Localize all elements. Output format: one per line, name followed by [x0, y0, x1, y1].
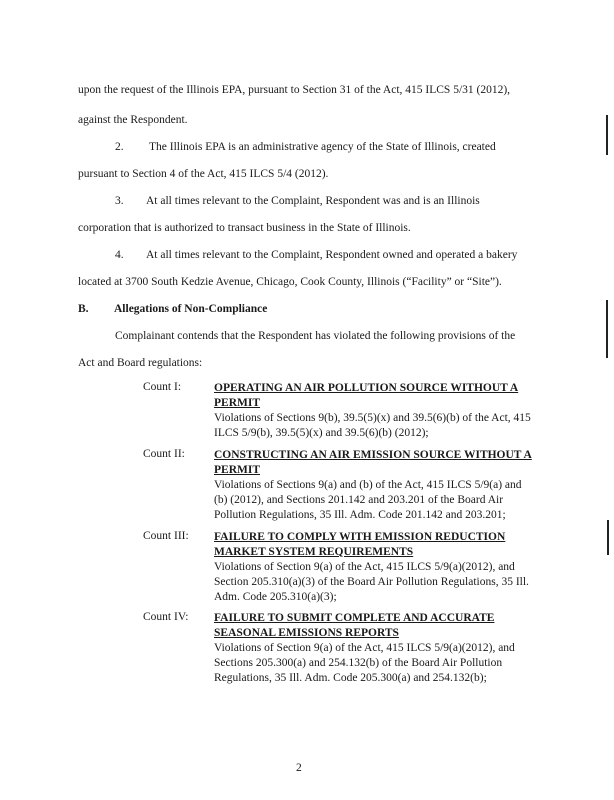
paragraph-1-line-2: against the Respondent. [78, 114, 188, 126]
page-number: 2 [296, 762, 302, 774]
count-3-title: FAILURE TO COMPLY WITH EMISSION REDUCTION MARKET SYSTEM REQUIREMENTS [214, 531, 506, 558]
paragraph-3-line-1: At all times relevant to the Complaint, Respondent was and is an Illinois [146, 195, 480, 207]
paragraph-2-line-1: The Illinois EPA is an administrative agency of the State of Illinois, created [149, 141, 496, 153]
count-2-block [214, 448, 532, 523]
count-3-label: Count III: [143, 530, 189, 542]
count-1-block [214, 381, 532, 441]
paragraph-1-line-1: upon the request of the Illinois EPA, pursuant to Section 31 of the Act, 415 ILCS 5/31 (2012), [78, 84, 511, 96]
count-4-title: FAILURE TO SUBMIT COMPLETE AND ACCURATE SEASONAL EMISSIONS REPORTS [214, 612, 495, 639]
paragraph-4-line-1: At all times relevant to the Complaint, Respondent owned and operated a bakery [146, 249, 518, 261]
paragraph-4-number: 4. [115, 249, 124, 261]
count-2-description: Violations of Sections 9(a) and (b) of the Act, 415 ILCS 5/9(a) and (b) (2012), and Sections 201.142 and 203.201 of the Board Air Pollution Regulations, 35 Ill. Adm. Code 201.142 and 203.201; [214, 479, 522, 521]
scan-margin-mark [606, 115, 608, 155]
paragraph-3-line-2: corporation that is authorized to transact business in the State of Illinois. [78, 222, 411, 234]
paragraph-3-number: 3. [115, 195, 124, 207]
count-1-description: Violations of Sections 9(b), 39.5(5)(x) and 39.5(6)(b) of the Act, 415 ILCS 5/9(b), 39.5(5)(x) and 39.5(6)(b) (2012); [214, 412, 531, 439]
section-b-letter: B. [78, 303, 89, 315]
scan-margin-mark [607, 520, 609, 555]
scan-margin-mark [606, 300, 608, 358]
count-1-label: Count I: [143, 381, 182, 393]
count-4-block [214, 611, 532, 686]
paragraph-2-line-2: pursuant to Section 4 of the Act, 415 ILCS 5/4 (2012). [78, 168, 329, 180]
section-b-title: Allegations of Non-Compliance [114, 303, 268, 315]
section-b-intro-line-1: Complainant contends that the Respondent has violated the following provisions of the [115, 330, 516, 342]
count-3-description: Violations of Section 9(a) of the Act, 415 ILCS 5/9(a)(2012), and Section 205.310(a)(3) of the Board Air Pollution Regulations, 35 Ill. Adm. Code 205.310(a)(3); [214, 561, 529, 603]
paragraph-2-number: 2. [115, 141, 124, 153]
count-2-label: Count II: [143, 448, 185, 460]
count-3-block [214, 530, 532, 605]
count-1-title: OPERATING AN AIR POLLUTION SOURCE WITHOUT A PERMIT [214, 382, 519, 409]
count-4-label: Count IV: [143, 611, 189, 623]
paragraph-4-line-2: located at 3700 South Kedzie Avenue, Chicago, Cook County, Illinois (“Facility” or “Site”). [78, 276, 502, 288]
count-4-description: Violations of Section 9(a) of the Act, 415 ILCS 5/9(a)(2012), and Sections 205.300(a) and 254.132(b) of the Board Air Pollution Regulations, 35 Ill. Adm. Code 205.300(a) and 254.132(b); [214, 642, 515, 684]
section-b-intro-line-2: Act and Board regulations: [78, 357, 203, 369]
count-2-title: CONSTRUCTING AN AIR EMISSION SOURCE WITHOUT A PERMIT [214, 449, 532, 476]
